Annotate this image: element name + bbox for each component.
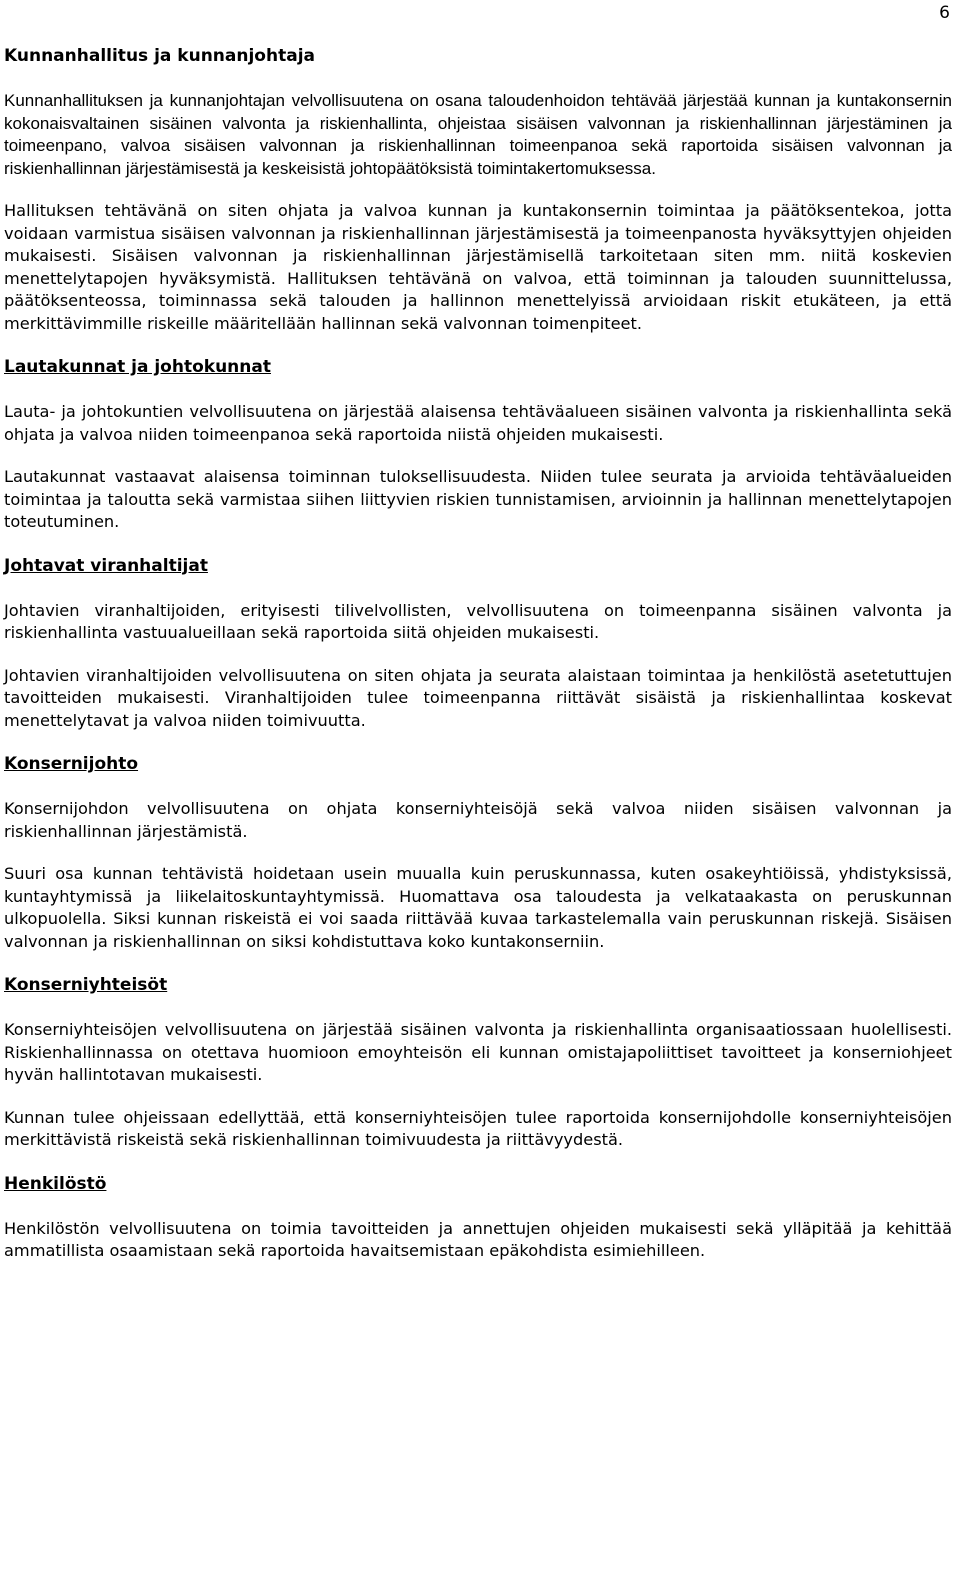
paragraph: Konsernijohdon velvollisuutena on ohjata konserniyhteisöjä sekä valvoa niiden sisäisen valvonnan ja riskienhallinnan järjestämistä.: [4, 799, 952, 841]
page-number: 6: [939, 3, 950, 23]
document-body: [4, 44, 952, 1263]
paragraph: Konserniyhteisöjen velvollisuutena on järjestää sisäinen valvonta ja riskienhallinta organisaatiossaan huolellisesti. Riskienhallinnassa on otettava huomioon emoyhteisön eli kunnan omistajapoliittiset tavoitteet ja konserniohjeet hyvän hallintotavan mukaisesti.: [4, 1020, 952, 1084]
paragraph: Henkilöstön velvollisuutena on toimia tavoitteiden ja annettujen ohjeiden mukaisesti sekä ylläpitää ja kehittää ammatillista osaamistaan sekä raportoida havaitsemistaan epäkohdista esimiehilleen.: [4, 1218, 952, 1260]
paragraph: Suuri osa kunnan tehtävistä hoidetaan usein muualla kuin peruskunnassa, kuten osakeyhtiöissä, yhdistyksissä, kuntayhtymissä ja liikelaitoskuntayhtymissä. Huomattava osa taloudesta ja velkataakasta on peruskunnan ulkopuolella. Siksi kunnan riskeistä ei voi saada riittävää kuvaa tarkastelemalla vain peruskunnan riskejä. Sisäisen valvonnan ja riskienhallinnan on siksi kohdistuttava koko kuntakonserniin.: [4, 864, 952, 951]
paragraph: Lautakunnat vastaavat alaisensa toiminnan tuloksellisuudesta. Niiden tulee seurata ja arvioida tehtäväalueiden toimintaa ja taloutta sekä varmistaa siihen liittyvien riskien tunnistamisen, arvioinnin ja hallinnan menettelytapojen toteutuminen.: [4, 467, 952, 531]
paragraph: Hallituksen tehtävänä on siten ohjata ja valvoa kunnan ja kuntakonsernin toimintaa ja päätöksentekoa, jotta voidaan varmistua sisäisen valvonnan ja riskienhallinnan järjestämisestä ja toimeenpanosta hyväksyttyjen ohjeiden mukaisesti. Sisäisen valvonnan ja riskienhallinnan järjestämisellä tarkoitetaan siten mm. niitä koskevien menettelytapojen hyväksymistä. Hallituksen tehtävänä on valvoa, että toiminnan ja talouden suunnittelussa, päätöksenteossa, toiminnassa sekä talouden ja hallinnon menettelyissä arvioidaan riskit etukäteen, ja että merkittävimmille riskeille määritellään hallinnan sekä valvonnan toimenpiteet.: [4, 201, 952, 333]
section-heading: Konserniyhteisöt: [4, 975, 168, 995]
section-heading: Lautakunnat ja johtokunnat: [4, 357, 271, 377]
section-heading: Johtavat viranhaltijat: [4, 555, 208, 576]
paragraph: Lauta- ja johtokuntien velvollisuutena on järjestää alaisensa tehtäväalueen sisäinen valvonta ja riskienhallinta sekä ohjata ja valvoa niiden toimeenpanoa sekä raportoida niistä ohjeiden mukaisesti.: [4, 402, 952, 444]
paragraph: Kunnanhallituksen ja kunnanjohtajan velvollisuutena on osana taloudenhoidon tehtävää järjestää kunnan ja kuntakonsernin kokonaisvaltainen sisäinen valvonta ja riskienhallinta, ohjeistaa sisäisen valvonnan ja riskienhallinnan järjestäminen ja toimeenpano, valvoa sisäisen valvonnan ja riskienhallinnan toimeenpanoa sekä raportoida sisäisen valvonnan ja riskienhallinnan järjestämisestä ja keskeisistä johtopäätöksistä toimintakertomuksessa.: [4, 91, 952, 178]
paragraph: Johtavien viranhaltijoiden velvollisuutena on siten ohjata ja seurata alaistaan toimintaa ja henkilöstä asetetuttujen tavoitteiden mukaisesti. Viranhaltijoiden tulee toimeenpanna riittävät sisäistä ja riskienhallintaa koskevat menettelytavat ja valvoa niiden toimivuutta.: [4, 665, 952, 730]
paragraph: Johtavien viranhaltijoiden, erityisesti tilivelvollisten, velvollisuutena on toimeenpanna sisäinen valvonta ja riskienhallinta vastuualueillaan sekä raportoida siitä ohjeiden mukaisesti.: [4, 600, 952, 642]
section-heading: Henkilöstö: [4, 1173, 107, 1194]
section-heading: Kunnanhallitus ja kunnanjohtaja: [4, 46, 315, 66]
section-heading: Konsernijohto: [4, 754, 139, 774]
paragraph: Kunnan tulee ohjeissaan edellyttää, että konserniyhteisöjen tulee raportoida konsernijohdolle konserniyhteisöjen merkittävistä riskeistä sekä riskienhallinnan toimivuudesta ja riittävyydestä.: [4, 1107, 952, 1149]
